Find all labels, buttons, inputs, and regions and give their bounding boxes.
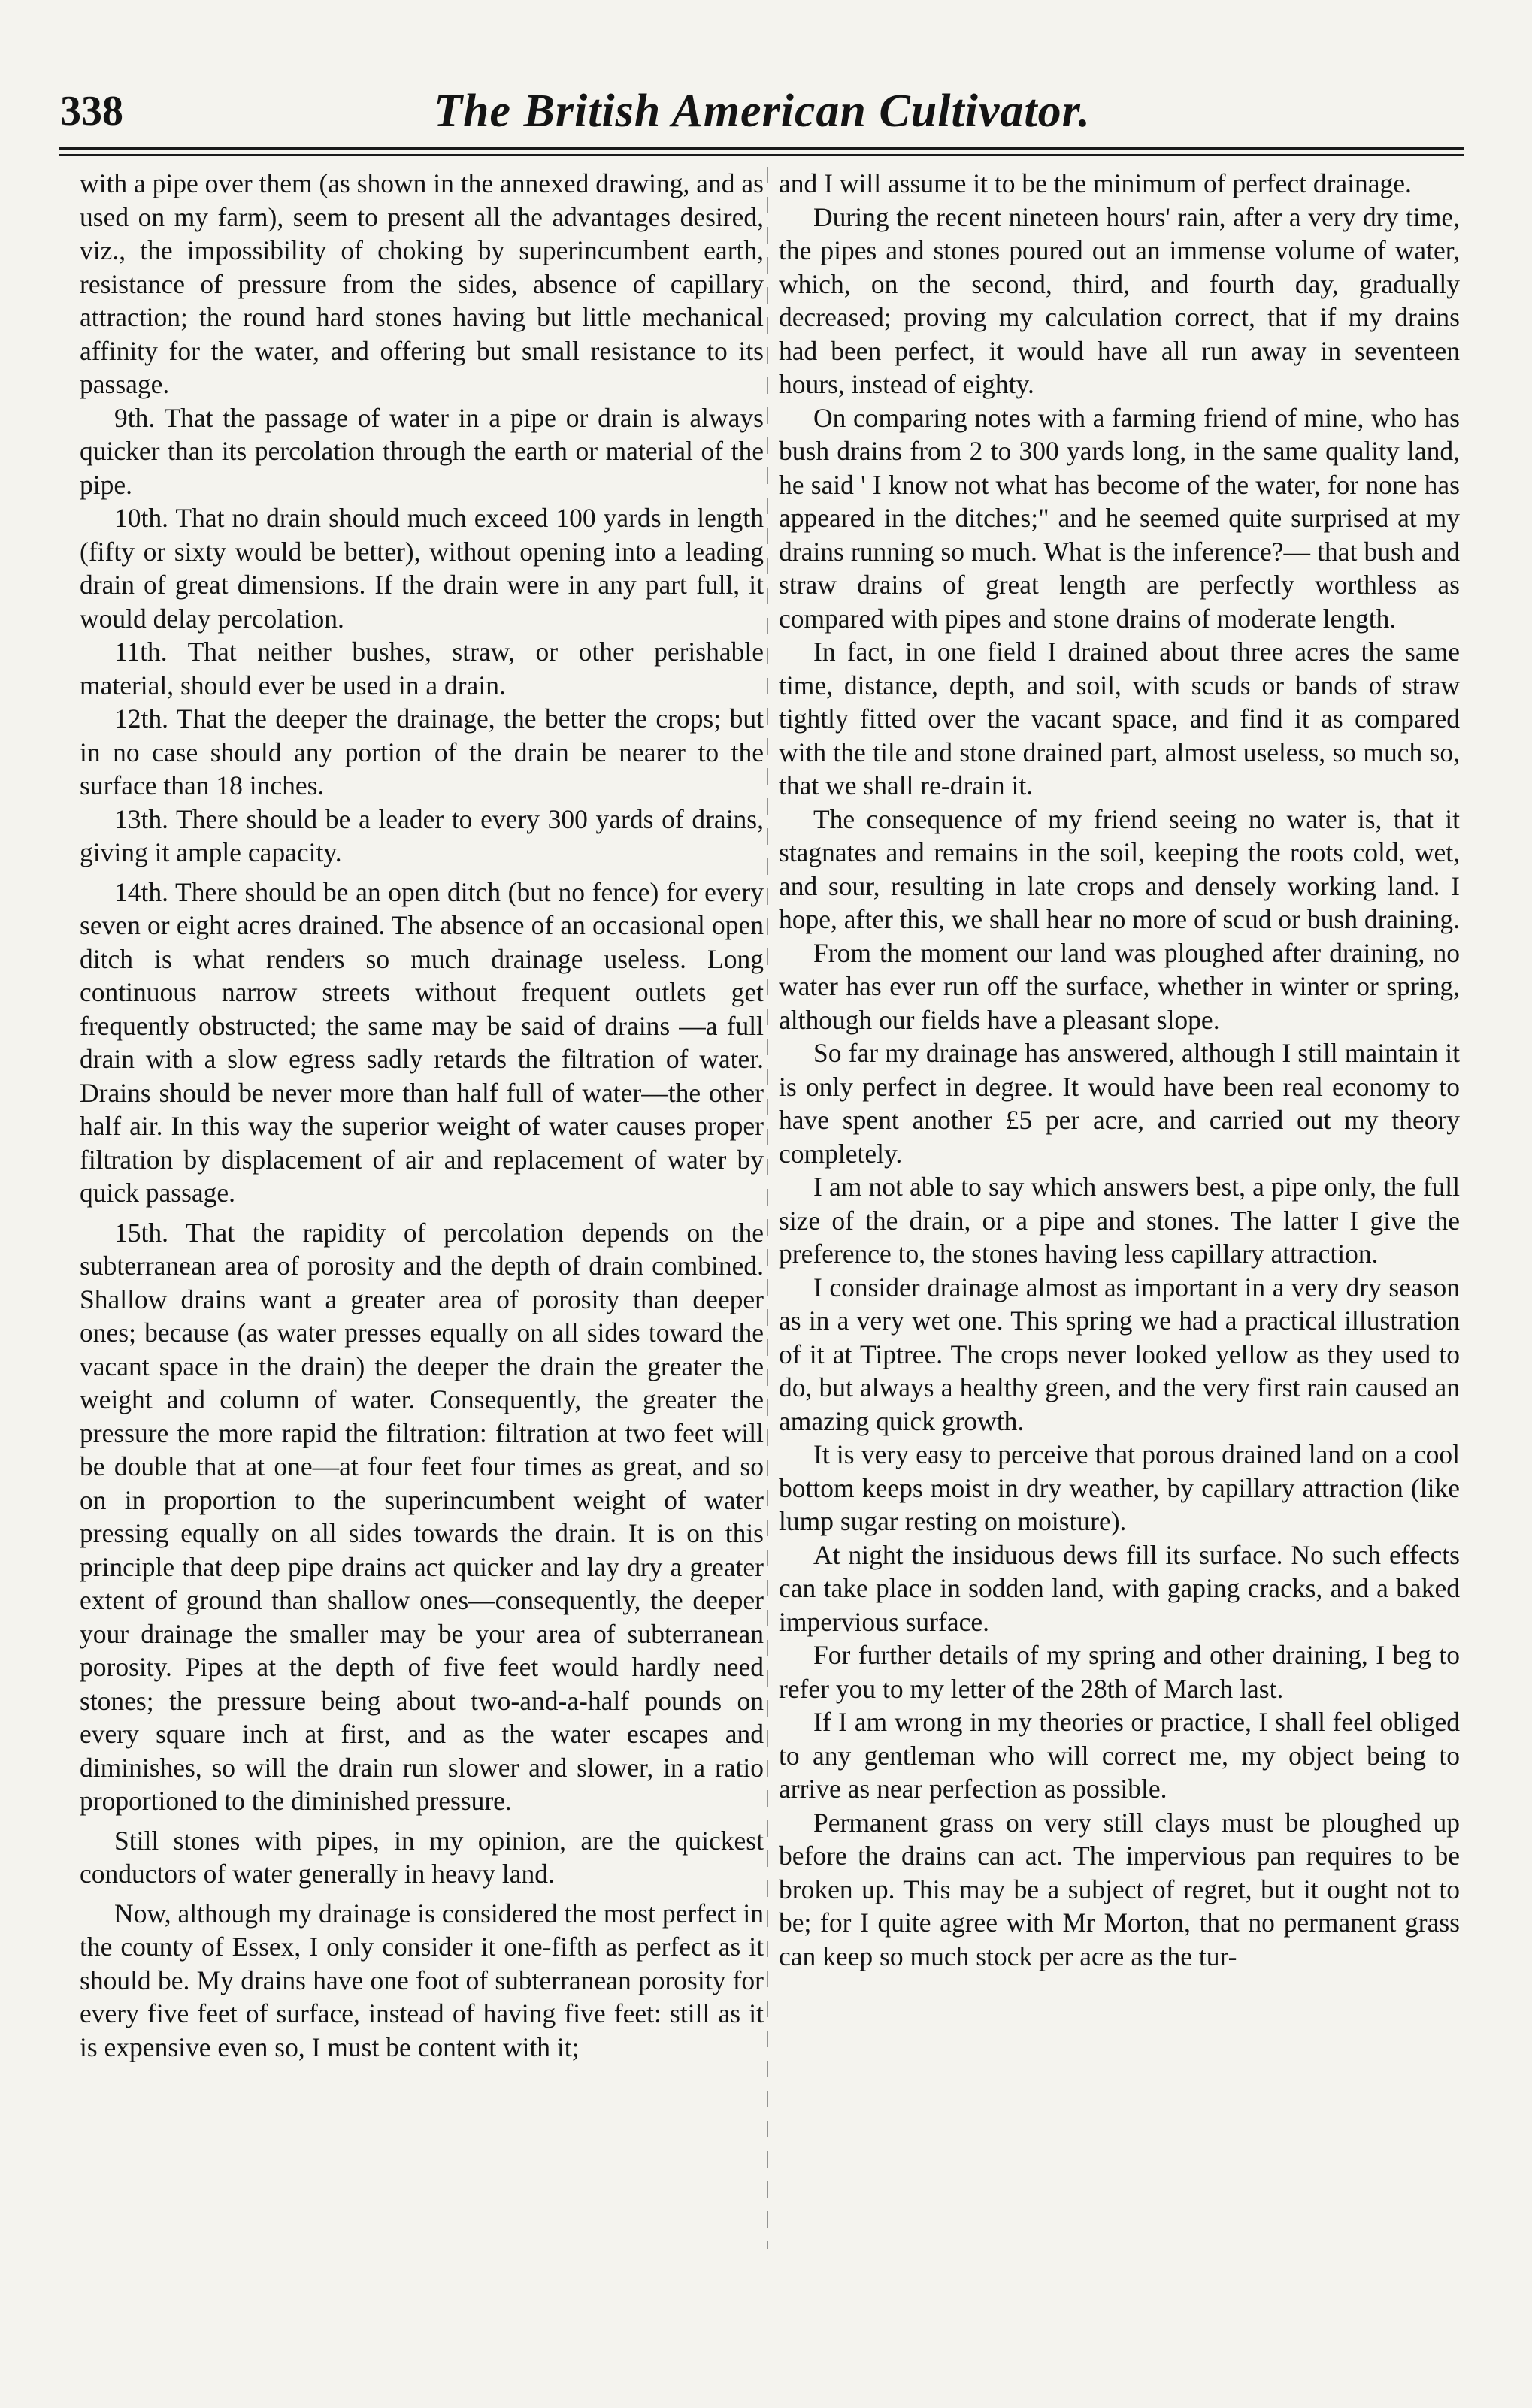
column-divider: [767, 167, 768, 2249]
paragraph: Still stones with pipes, in my opinion, are the quickest conductors of water generally in heavy land.: [80, 1825, 764, 1889]
paragraph: The consequence of my friend seeing no water is, that it stagnates and remains in the soil, keeping the roots cold, wet, and sour, resulting in late crops and densely working land. I hope, after this, we shall hear no more of scud or bush draining.: [779, 803, 1460, 934]
paragraph: During the recent nineteen hours' rain, after a very dry time, the pipes and stones poured out an immense volume of water, which, on the second, third, and fourth day, gradually decreased; proving my calculation correct, that if my drains had been perfect, it would have all run away in seventeen hours, instead of eighty.: [779, 201, 1460, 399]
page-header: [60, 81, 1464, 141]
paragraph: From the moment our land was ploughed after draining, no water has ever run off the surface, whether in winter or spring, although our fields have a pleasant slope.: [779, 937, 1460, 1035]
paragraph: At night the insiduous dews fill its surface. No such effects can take place in sodden land, with gaping cracks, and a baked impervious surface.: [779, 1539, 1460, 1637]
left-column: [80, 167, 764, 2064]
paragraph: 9th. That the passage of water in a pipe or drain is always quicker than its percolation through the earth or material of the pipe.: [80, 402, 764, 500]
paragraph: If I am wrong in my theories or practice, I shall feel obliged to any gentleman who will correct me, my object being to arrive as near perfection as possible.: [779, 1707, 1460, 1804]
paragraph: Permanent grass on very still clays must be ploughed up before the drains can act. The impervious pan requires to be broken up. This may be a subject of regret, but it ought not to be; for I quite agree with Mr Morton, that no permanent grass can keep so much stock per acre as the tur-: [779, 1807, 1460, 1971]
header-rule-thin: [59, 154, 1464, 156]
paragraph: 15th. That the rapidity of percolation depends on the subterranean area of porosity and the depth of drain combined. Shallow drains want a greater area of porosity than deeper ones; because (as water presses equally on all sides toward the vacant space in the drain) the deeper the drain the greater the weight and column of water. Consequently, the greater the pressure the more rapid the filtration: filtration at two feet will be double that at one—at four feet four times as great, and so on in proportion to the superincumbent weight of water pressing equally on all sides towards the drain. It is on this principle that deep pipe drains act quicker and lay dry a greater extent of ground than shallow ones—consequently, the deeper your drainage the smaller may be your area of subterranean porosity. Pipes at the depth of five feet would hardly need stones; the pressure being about two-and-a-half pounds on every square inch at first, and as the water escapes and diminishes, so will the drain run slower and slower, in a ratio proportioned to the diminished pressure.: [80, 1217, 764, 1816]
paragraph: and I will assume it to be the minimum of perfect drainage.: [779, 168, 1412, 198]
page-number: 338: [60, 88, 123, 135]
paragraph: On comparing notes with a farming friend of mine, who has bush drains from 2 to 300 yards long, in the same quality land, he said ' I know not what has become of the water, for none has appeared in the ditches;" and he seemed quite surprised at my drains running so much. What is the inference?— that bush and straw drains of great length are perfectly worthless as compared with pipes and stone drains of moderate length.: [779, 402, 1460, 634]
paragraph: It is very easy to perceive that porous drained land on a cool bottom keeps moist in dry weather, by capillary attraction (like lump sugar resting on moisture).: [779, 1439, 1460, 1536]
paragraph: I am not able to say which answers best, a pipe only, the full size of the drain, or a pipe and stones. The latter I give the preference to, the stones having less capillary attraction.: [779, 1172, 1460, 1269]
paragraph: For further details of my spring and other draining, I beg to refer you to my letter of the 28th of March last.: [779, 1640, 1460, 1704]
paragraph: 12th. That the deeper the drainage, the better the crops; but in no case should any portion of the drain be nearer to the surface than 18 inches.: [80, 703, 764, 800]
running-title: The British American Cultivator.: [434, 86, 1091, 137]
paragraph: 13th. There should be a leader to every 300 yards of drains, giving it ample capacity.: [80, 803, 764, 867]
paragraph: 11th. That neither bushes, straw, or other perishable material, should ever be used in a drain.: [80, 637, 764, 700]
paragraph: I consider drainage almost as important in a very dry season as in a very wet one. This spring we had a practical illustration of it at Tiptree. The crops never looked yellow as they used to do, but always a healthy green, and the very first rain caused an amazing quick growth.: [779, 1272, 1460, 1436]
paragraph: 14th. There should be an open ditch (but no fence) for every seven or eight acres drained. The absence of an occasional open ditch is what renders so much drainage useless. Long continuous narrow streets without frequent outlets get frequently obstructed; the same may be said of drains —a full drain with a slow egress sadly retards the filtration of water. Drains should be never more than half full of water—the other half air. In this way the superior weight of water causes proper filtration by displacement of air and replacement of water by quick passage.: [80, 876, 764, 1208]
paragraph: 10th. That no drain should much exceed 100 yards in length (fifty or sixty would be better), without opening into a leading drain of great dimensions. If the drain were in any part full, it would delay percolation.: [80, 503, 764, 634]
paragraph: So far my drainage has answered, although I still maintain it is only perfect in degree. It would have been real economy to have spent another £5 per acre, and carried out my theory completely.: [779, 1038, 1460, 1169]
right-column: [779, 167, 1460, 1973]
paragraph: with a pipe over them (as shown in the annexed drawing, and as used on my farm), seem to present all the advantages desired, viz., the impossibility of choking by superincumbent earth, resistance of pressure from the sides, absence of capillary attraction; the round hard stones having but little mechanical affinity for the water, and offering but small resistance to its passage.: [80, 168, 764, 399]
paragraph: In fact, in one field I drained about three acres the same time, distance, depth, and soil, with scuds or bands of straw tightly fitted over the vacant space, and find it as compared with the tile and stone drained part, almost useless, so much so, that we shall re-drain it.: [779, 637, 1460, 800]
header-rule-thick: [59, 147, 1464, 150]
paragraph: Now, although my drainage is considered the most perfect in the county of Essex, I only consider it one-fifth as perfect as it should be. My drains have one foot of subterranean porosity for every five feet of surface, instead of having five feet: still as it is expensive even so, I must be content with it;: [80, 1898, 764, 2062]
